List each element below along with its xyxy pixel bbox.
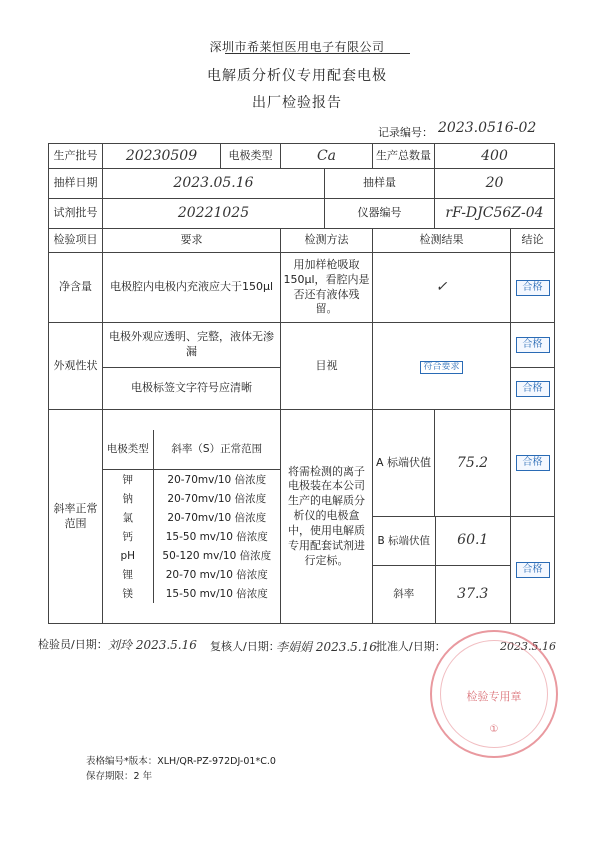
slope-range-row [103,470,280,490]
slope-type-header: 电极类型 [103,430,153,470]
electrode-type-value: Ca [281,144,373,169]
net-item: 净含量 [49,253,103,323]
inspection-seal-stamp [430,630,558,758]
appearance-method: 目视 [281,323,373,410]
slope-conclusion-stamp-1: 合格 [516,455,550,471]
approver-label: 批准人/日期： [376,640,446,653]
column-header-row [49,229,555,253]
batch-label: 生产批号 [49,144,103,169]
slope-a-label: A 标端伏值 [373,410,435,517]
slope-range-table [103,430,280,604]
electrode-type: 镁 [103,584,153,603]
slope-b-label: B 标端伏值 [373,517,435,565]
net-content-row [49,253,555,323]
slope-b-value: 60.1 [435,517,510,565]
slope-range-row [103,546,280,565]
sample-date-label: 抽样日期 [49,169,103,199]
slope-requirement-cell [103,410,281,624]
slope-b-s-table [373,517,510,623]
electrode-type: 钙 [103,527,153,546]
stamp-number: ① [489,724,499,735]
approver-signature: 2023.5.16 [500,640,556,653]
col-requirement-header: 要求 [103,229,281,253]
sample-date-value: 2023.05.16 [103,169,325,199]
net-result: ✓ [373,253,511,323]
slope-range-header [103,430,280,470]
electrode-type: pH [103,546,153,565]
reviewer-signature: 李娟娟 2023.5.16 [276,640,377,654]
appearance-result-cell [373,323,511,410]
slope-range: 15-50 mv/10 倍浓度 [165,587,268,600]
company-name: 深圳市希莱恒医用电子有限公司 [209,40,385,54]
slope-range: 50-120 mv/10 倍浓度 [162,549,272,562]
slope-range: 20-70mv/10 倍浓度 [167,473,267,486]
slope-s-value: 37.3 [457,585,489,602]
slope-range-row [103,508,280,527]
electrode-type: 锂 [103,565,153,584]
sample-qty-value: 20 [435,169,555,199]
electrode-type-label: 电极类型 [221,144,281,169]
slope-range-header-label: 斜率（S）正常范围 [153,430,280,470]
electrode-type: 钾 [103,470,153,490]
appearance-row-1 [49,323,555,368]
slope-range-row [103,584,280,603]
slope-range: 20-70 mv/10 倍浓度 [165,568,268,581]
appearance-req-1: 电极外观应透明、完整，液体无渗漏 [103,323,281,368]
reagent-batch-label: 试剂批号 [49,199,103,229]
appearance-item: 外观性状 [49,323,103,410]
info-row-1 [49,144,555,169]
net-conclusion-stamp: 合格 [516,280,550,296]
appearance-conclusion-cell-2 [511,368,555,410]
slope-range-row [103,489,280,508]
electrode-type: 钠 [103,489,153,508]
slope-item: 斜率正常范围 [49,410,103,624]
appearance-conclusion-stamp-1: 合格 [516,337,550,353]
inspector-signature: 刘玲 2023.5.16 [108,638,197,652]
report-title: 电解质分析仪专用配套电极 [207,68,387,84]
instrument-label: 仪器编号 [325,199,435,229]
retention-period: 保存期限：2 年 [86,771,153,782]
record-number-label: 记录编号： [378,126,433,139]
company-underline [225,53,410,54]
report-subtitle: 出厂检验报告 [252,95,342,111]
appearance-req-2: 电极标签文字符号应清晰 [103,368,281,410]
slope-range: 20-70mv/10 倍浓度 [167,492,267,505]
info-row-2 [49,169,555,199]
slope-row-1 [49,410,555,517]
inspector-label: 检验员/日期： [38,638,108,651]
sample-qty-label: 抽样量 [325,169,435,199]
slope-method: 将需检测的离子电极装在本公司生产的电解质分析仪的电极盒中，使用电解质专用配套试剂进行定标。 [281,410,373,624]
net-requirement: 电极腔内电极内充液应大于150μl [103,253,281,323]
col-item-header: 检验项目 [49,229,103,253]
slope-b-row [373,517,510,565]
reagent-batch-value: 20221025 [103,199,325,229]
batch-value: 20230509 [103,144,221,169]
stamp-text: 检验专用章 [466,690,522,703]
appearance-conclusion-cell-1 [511,323,555,368]
slope-a-value: 75.2 [435,410,511,517]
total-qty-value: 400 [435,144,555,169]
electrode-type: 氯 [103,508,153,527]
net-conclusion-cell [511,253,555,323]
slope-conclusion-cell-2 [511,517,555,624]
info-row-3 [49,199,555,229]
appearance-result-stamp: 符合要求 [420,361,462,374]
form-number: 表格编号*版本：XLH/QR-PZ-972DJ-01*C.0 [86,756,276,767]
col-result-header: 检测结果 [373,229,511,253]
net-method: 用加样枪吸取150μl，看腔内是否还有液体残留。 [281,253,373,323]
col-conclusion-header: 结论 [511,229,555,253]
record-number-value: 2023.0516-02 [438,120,537,136]
slope-s-label: 斜率 [373,565,435,623]
slope-range: 15-50 mv/10 倍浓度 [165,530,268,543]
slope-range-row [103,565,280,584]
inspection-table [48,143,555,624]
slope-range: 20-70mv/10 倍浓度 [167,511,267,524]
appearance-conclusion-stamp-2: 合格 [516,381,550,397]
total-qty-label: 生产总数量 [373,144,435,169]
reviewer-label: 复核人/日期： [210,640,280,653]
slope-range-row [103,527,280,546]
slope-s-row [373,565,510,623]
instrument-value: rF-DJC56Z-04 [435,199,555,229]
slope-conclusion-cell-1 [511,410,555,517]
col-method-header: 检测方法 [281,229,373,253]
slope-conclusion-stamp-2: 合格 [516,562,550,578]
slope-b-s-cell [373,517,511,624]
